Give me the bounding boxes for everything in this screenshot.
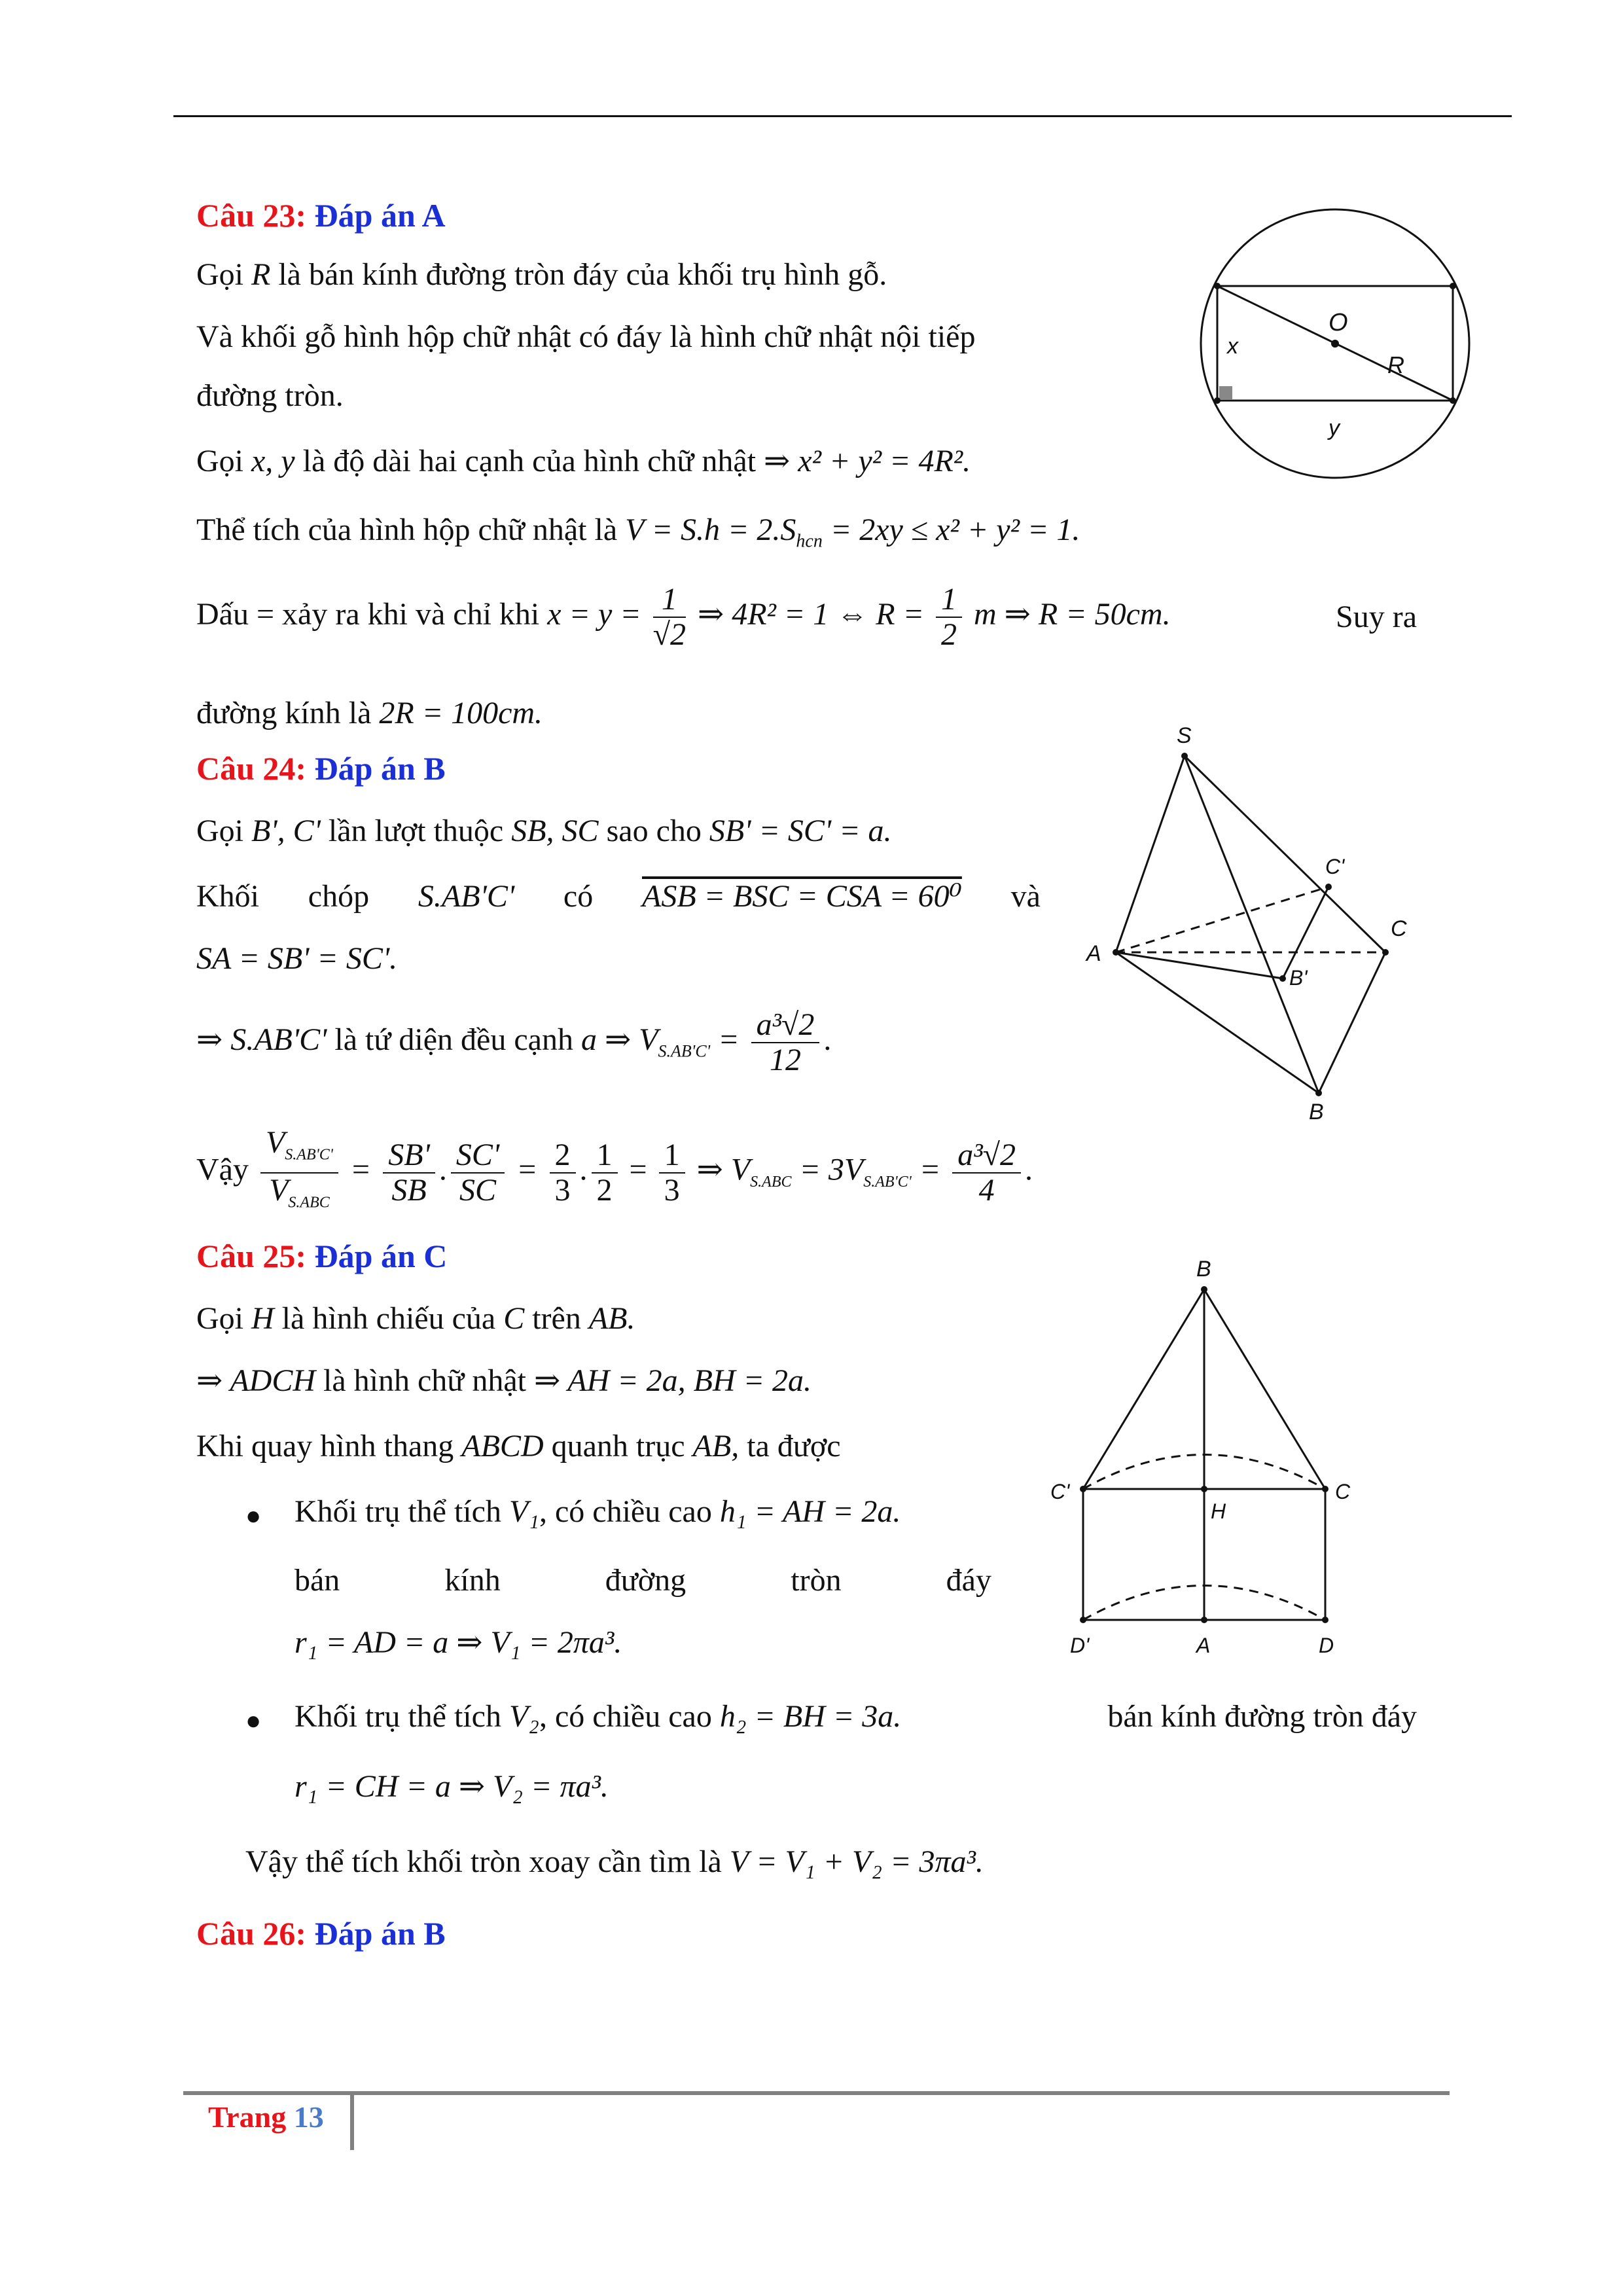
- q25-line2: ⇒ ADCH là hình chữ nhật ⇒ AH = 2a, BH = 2a.: [196, 1363, 812, 1398]
- q24-line2: Khối chóp S.AB'C' có ASB = BSC = CSA = 60⁰ và: [196, 879, 1041, 914]
- q25-line4: Vậy thể tích khối tròn xoay cần tìm là V = V₁ + V₂ = 3πa³.: [245, 1844, 984, 1879]
- q25-line1: Gọi H là hình chiếu của C trên AB.: [196, 1301, 635, 1336]
- bullet-2: ●: [245, 1706, 262, 1735]
- q25-bullet2-line1: Khối trụ thể tích V₂, có chiều cao h₂ = BH = 3a. bán kính đường tròn đáy: [294, 1699, 1417, 1734]
- q25-bullet1-line1: Khối trụ thể tích V₁, có chiều cao h₁ = AH = 2a.: [294, 1494, 901, 1529]
- label-S: S: [1177, 723, 1192, 748]
- edge-BpCp: [1283, 887, 1329, 978]
- footer-rule: [183, 2091, 1450, 2095]
- label-R: R: [1387, 351, 1404, 378]
- label-Cprime: C': [1325, 855, 1345, 878]
- center-point: [1331, 340, 1339, 348]
- q23-line4: Gọi x, y là độ dài hai cạnh của hình chữ nhật ⇒ x² + y² = 4R².: [196, 444, 971, 478]
- q25-line3: Khi quay hình thang ABCD quanh trục AB, ta được: [196, 1429, 841, 1463]
- q23-line2: Và khối gỗ hình hộp chữ nhật có đáy là hình chữ nhật nội tiếp: [196, 319, 976, 354]
- label-D: D: [1319, 1634, 1334, 1657]
- label-x: x: [1227, 334, 1238, 359]
- edge-SB: [1185, 756, 1319, 1093]
- edge-BC: [1319, 952, 1385, 1093]
- label-Cprime: C': [1050, 1480, 1070, 1503]
- bullet-1: ●: [245, 1501, 262, 1530]
- q24-line4: ⇒ S.AB'C' là tứ diện đều cạnh a ⇒ $V_{S.AB'C'}$ = $\frac{\text{a³√2}}{12}$ .: [196, 1007, 832, 1077]
- label-A: A: [1086, 941, 1101, 966]
- header-rule: [173, 115, 1512, 117]
- label-H: H: [1211, 1499, 1226, 1523]
- q23-line5: Thể tích của hình hộp chữ nhật là $V = S.h = 2.S_{hcn} = 2xy \le x^2 + y^2 = 1$.: [196, 512, 1080, 552]
- q25-heading: Câu 25: Đáp án C: [196, 1238, 448, 1274]
- q24-line1: Gọi B', C' lần lượt thuộc SB, SC sao cho SB' = SC' = a.: [196, 814, 892, 848]
- q25-bullet1-line2: bán kính đường tròn đáy: [294, 1563, 991, 1598]
- q24-line5: Vậy $\frac{V_{S.AB'C'}}{V_{S.ABC}}$ = $\frac{SB'}{SB}$ . $\frac{SC'}{SC}$ = $\frac{2}{3}$ . $\frac{1}{2}$ = $\frac{1}{3}$ ⇒ $V_{S.ABC} = 3V_{S.AB'C'}$ = $\frac{\text{a³√2}}{4}$ .: [196, 1125, 1033, 1211]
- page-number: Trang 13: [208, 2100, 324, 2134]
- edge-SA: [1116, 756, 1185, 952]
- edge-ACp: [1116, 887, 1329, 952]
- q25-bullet1-line3: r₁ = AD = a ⇒ V₁ = 2πa³.: [294, 1625, 622, 1660]
- label-B: B: [1196, 1257, 1211, 1282]
- q23-line1: Gọi R là bán kính đường tròn đáy của khối trụ hình gỗ.: [196, 257, 887, 292]
- label-A: A: [1196, 1634, 1211, 1657]
- label-Dprime: D': [1070, 1634, 1090, 1657]
- q23-line3: đường tròn.: [196, 378, 344, 413]
- q23-figure: [1198, 196, 1472, 491]
- q24-figure: [1086, 720, 1427, 1124]
- edge-BC: [1204, 1289, 1325, 1489]
- label-y: y: [1329, 416, 1340, 440]
- q25-figure: [1047, 1257, 1387, 1662]
- edge-AB: [1116, 952, 1319, 1093]
- q26-heading: Câu 26: Đáp án B: [196, 1915, 446, 1952]
- label-Bprime: B': [1289, 966, 1308, 990]
- label-O: O: [1329, 309, 1348, 336]
- q24-heading: Câu 24: Đáp án B: [196, 750, 446, 787]
- label-C: C: [1335, 1480, 1351, 1503]
- q24-line3: SA = SB' = SC'.: [196, 941, 398, 976]
- q23-line6: Dấu = xảy ra khi và chỉ khi x = y = $\frac{1}{√2}$ ⇒ 4R² = 1 ⇔ R = $\frac{1}{2}$ m ⇒ R = 50cm. Suy ra: [196, 582, 1417, 652]
- edge-BCp: [1083, 1289, 1204, 1489]
- footer-divider: [350, 2091, 354, 2150]
- q23-heading: Câu 23: Đáp án A: [196, 197, 446, 234]
- q23-line7: đường kính là 2R = 100cm.: [196, 696, 543, 730]
- label-C: C: [1391, 916, 1407, 941]
- edge-ABp: [1116, 952, 1283, 978]
- q25-bullet2-line2: r₁ = CH = a ⇒ V₂ = πa³.: [294, 1769, 609, 1804]
- label-B: B: [1309, 1100, 1324, 1124]
- right-angle-mark: [1219, 386, 1232, 399]
